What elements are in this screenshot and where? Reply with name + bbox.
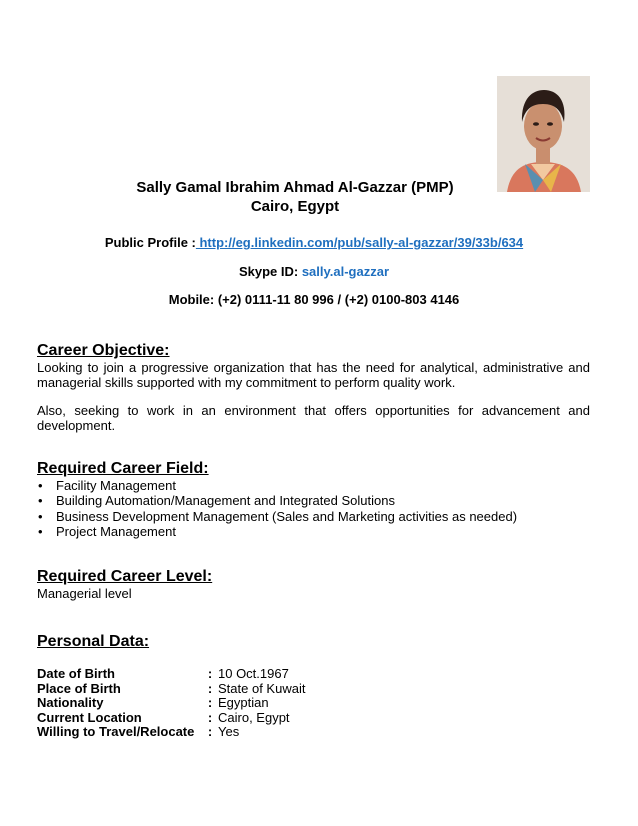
- candidate-location: Cairo, Egypt: [250, 198, 340, 215]
- header-name-block: [0, 178, 590, 216]
- career-objective-paragraph-2: Also, seeking to work in an environment that offers opportunities for advancement and development.: [37, 403, 590, 433]
- list-item-text: Business Development Management (Sales and Marketing activities as needed): [56, 508, 518, 524]
- skype-id: sally.al-gazzar: [301, 264, 390, 279]
- table-row: [37, 696, 305, 711]
- table-row: [37, 682, 305, 697]
- career-field-heading: Required Career Field:: [37, 460, 209, 477]
- career-level-value: Managerial level: [37, 586, 132, 601]
- list-item-text: Building Automation/Management and Integrated Solutions: [56, 493, 395, 509]
- profile-photo: [497, 76, 590, 192]
- field-label: Place of Birth: [37, 680, 121, 696]
- bullet-icon: •: [38, 493, 43, 509]
- field-separator: :: [207, 680, 213, 696]
- field-value: Yes: [218, 724, 240, 740]
- skype-line: [0, 264, 628, 279]
- career-field-list: [37, 478, 517, 540]
- field-separator: :: [207, 724, 213, 740]
- field-label: Date of Birth: [37, 666, 115, 681]
- table-row: [37, 725, 305, 740]
- table-row: [37, 711, 305, 726]
- bullet-icon: •: [38, 524, 43, 540]
- personal-data-heading: Personal Data:: [37, 633, 150, 650]
- field-value: Cairo, Egypt: [218, 709, 290, 725]
- skype-label: Skype ID:: [238, 264, 299, 279]
- field-separator: :: [207, 666, 213, 681]
- list-item: [37, 493, 517, 508]
- field-value: 10 Oct.1967: [218, 666, 289, 681]
- field-label: Current Location: [37, 709, 142, 725]
- bullet-icon: •: [38, 478, 43, 493]
- public-profile-label: Public Profile :: [104, 235, 196, 250]
- list-item: [37, 509, 517, 524]
- field-label: Willing to Travel/Relocate: [37, 724, 195, 740]
- candidate-name: Sally Gamal Ibrahim Ahmad Al-Gazzar (PMP): [136, 179, 454, 196]
- field-value: Egyptian: [218, 695, 269, 711]
- bullet-icon: •: [38, 508, 43, 524]
- mobile-line: Mobile: (+2) 0111-11 80 996 / (+2) 0100-803 4146: [168, 292, 460, 307]
- personal-data-table: [37, 667, 305, 740]
- list-item: [37, 524, 517, 539]
- field-value: State of Kuwait: [218, 680, 306, 696]
- career-objective-paragraph-1: Looking to join a progressive organization that has the need for analytical, administrative and managerial skills supported with my commitment to perform quality work.: [37, 360, 590, 390]
- public-profile-line: [0, 235, 628, 250]
- list-item-text: Facility Management: [56, 478, 176, 493]
- career-level-heading: Required Career Level:: [37, 568, 213, 585]
- field-label: Nationality: [37, 695, 104, 711]
- career-objective-heading: Career Objective:: [37, 342, 170, 359]
- public-profile-link[interactable]: http://eg.linkedin.com/pub/sally-al-gazzar/39/33b/634: [195, 235, 524, 250]
- field-separator: :: [207, 695, 213, 711]
- field-separator: :: [207, 709, 213, 725]
- list-item: [37, 478, 517, 493]
- table-row: [37, 667, 305, 682]
- list-item-text: Project Management: [56, 524, 176, 540]
